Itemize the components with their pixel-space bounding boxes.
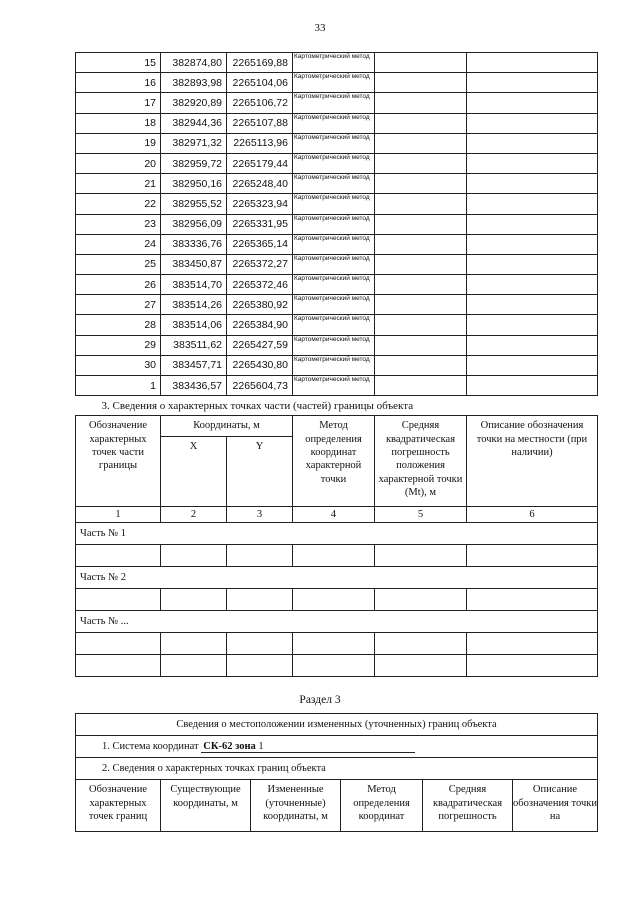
accuracy-cell — [375, 93, 467, 113]
accuracy-cell — [375, 174, 467, 194]
header2-method: Метод определения координат — [341, 780, 423, 832]
accuracy-cell — [375, 73, 467, 93]
coord-y: 2265427,59 — [227, 335, 293, 355]
coord-y: 2265107,88 — [227, 113, 293, 133]
description-cell — [467, 194, 598, 214]
table-row — [76, 194, 598, 214]
point-number: 21 — [76, 174, 161, 194]
accuracy-cell — [375, 113, 467, 133]
method-cell: Картометрический метод — [293, 295, 375, 315]
point-number: 24 — [76, 234, 161, 254]
accuracy-cell — [375, 53, 467, 73]
description-cell — [467, 254, 598, 274]
column-index-5: 5 — [375, 507, 467, 523]
coord-y: 2265179,44 — [227, 153, 293, 173]
changed-boundaries-table — [75, 713, 598, 832]
coord-x: 382920,89 — [161, 93, 227, 113]
description-cell — [467, 174, 598, 194]
table-row — [76, 335, 598, 355]
table-row — [76, 315, 598, 335]
coord-system-label: 1. Система координат — [102, 740, 199, 752]
header-description: Описание обозначения точки на местности (при наличии) — [467, 416, 598, 507]
table-row — [76, 113, 598, 133]
method-cell: Картометрический метод — [293, 275, 375, 295]
description-cell — [467, 335, 598, 355]
table-row — [76, 53, 598, 73]
coord-x: 383514,06 — [161, 315, 227, 335]
table-row — [76, 254, 598, 274]
coord-y: 2265113,96 — [227, 133, 293, 153]
method-cell: Картометрический метод — [293, 376, 375, 396]
coord-x: 382955,52 — [161, 194, 227, 214]
part-1-label: Часть № 1 — [76, 523, 598, 545]
method-cell: Картометрический метод — [293, 53, 375, 73]
header-y: Y — [227, 437, 293, 507]
coord-y: 2265365,14 — [227, 234, 293, 254]
point-number: 28 — [76, 315, 161, 335]
coord-x: 382893,98 — [161, 73, 227, 93]
coord-x: 382950,16 — [161, 174, 227, 194]
point-number: 1 — [76, 376, 161, 396]
method-cell: Картометрический метод — [293, 73, 375, 93]
page-number: 33 — [314, 22, 326, 34]
part-2-label: Часть № 2 — [76, 567, 598, 589]
point-number: 25 — [76, 254, 161, 274]
header-x: X — [161, 437, 227, 507]
description-cell — [467, 133, 598, 153]
method-cell: Картометрический метод — [293, 315, 375, 335]
method-cell: Картометрический метод — [293, 174, 375, 194]
table-row — [76, 295, 598, 315]
table-row — [76, 376, 598, 396]
coord-x: 383514,26 — [161, 295, 227, 315]
point-number: 19 — [76, 133, 161, 153]
coord-x: 382956,09 — [161, 214, 227, 234]
header2-designation: Обозначение характерных точек границ — [76, 780, 161, 832]
method-cell: Картометрический метод — [293, 214, 375, 234]
coord-x: 382971,32 — [161, 133, 227, 153]
method-cell: Картометрический метод — [293, 234, 375, 254]
description-cell — [467, 355, 598, 375]
coord-x: 383436,57 — [161, 376, 227, 396]
accuracy-cell — [375, 194, 467, 214]
point-number: 20 — [76, 153, 161, 173]
razdel-title: Раздел 3 — [299, 694, 341, 706]
method-cell: Картометрический метод — [293, 355, 375, 375]
header-coords: Координаты, м — [161, 416, 293, 437]
header2-changed: Измененные (уточненные) координаты, м — [251, 780, 341, 832]
table-row — [76, 234, 598, 254]
column-index-3: 3 — [227, 507, 293, 523]
accuracy-cell — [375, 295, 467, 315]
table-row — [76, 275, 598, 295]
coord-y: 2265169,88 — [227, 53, 293, 73]
table-row — [76, 174, 598, 194]
method-cell: Картометрический метод — [293, 153, 375, 173]
method-cell: Картометрический метод — [293, 254, 375, 274]
coord-y: 2265372,27 — [227, 254, 293, 274]
column-index-4: 4 — [293, 507, 375, 523]
accuracy-cell — [375, 254, 467, 274]
coord-y: 2265323,94 — [227, 194, 293, 214]
point-number: 17 — [76, 93, 161, 113]
table-row — [76, 93, 598, 113]
description-cell — [467, 93, 598, 113]
coord-x: 383336,76 — [161, 234, 227, 254]
description-cell — [467, 153, 598, 173]
coord-system-value: СК-62 зона — [203, 740, 256, 752]
description-cell — [467, 73, 598, 93]
point-number: 27 — [76, 295, 161, 315]
description-cell — [467, 315, 598, 335]
method-cell: Картометрический метод — [293, 335, 375, 355]
accuracy-cell — [375, 214, 467, 234]
header2-existing: Существующие координаты, м — [161, 780, 251, 832]
header2-description: Описание обозначения точки на — [513, 780, 598, 832]
table-row — [76, 153, 598, 173]
coord-y: 2265331,95 — [227, 214, 293, 234]
accuracy-cell — [375, 376, 467, 396]
accuracy-cell — [375, 315, 467, 335]
point-number: 16 — [76, 73, 161, 93]
column-index-1: 1 — [76, 507, 161, 523]
description-cell — [467, 113, 598, 133]
description-cell — [467, 275, 598, 295]
coord-system-zone: 1 — [258, 740, 264, 752]
coord-x: 383514,70 — [161, 275, 227, 295]
points-table — [75, 52, 598, 677]
point-number: 26 — [76, 275, 161, 295]
method-cell: Картометрический метод — [293, 133, 375, 153]
table-row — [76, 133, 598, 153]
method-cell: Картометрический метод — [293, 194, 375, 214]
description-cell — [467, 295, 598, 315]
changed-boundaries-title: Сведения о местоположении измененных (уточненных) границ объекта — [76, 714, 598, 736]
accuracy-cell — [375, 275, 467, 295]
point-number: 30 — [76, 355, 161, 375]
coord-x: 382959,72 — [161, 153, 227, 173]
table-row — [76, 355, 598, 375]
part-n-label: Часть № ... — [76, 611, 598, 633]
coord-x: 382944,36 — [161, 113, 227, 133]
coord-y: 2265430,80 — [227, 355, 293, 375]
coord-y: 2265604,73 — [227, 376, 293, 396]
method-cell: Картометрический метод — [293, 93, 375, 113]
description-cell — [467, 234, 598, 254]
coord-x: 383450,87 — [161, 254, 227, 274]
point-number: 18 — [76, 113, 161, 133]
method-cell: Картометрический метод — [293, 113, 375, 133]
point-number: 23 — [76, 214, 161, 234]
point-number: 15 — [76, 53, 161, 73]
header-accuracy: Средняя квадратическая погрешность положения характерной точки (Mt), м — [375, 416, 467, 507]
coord-y: 2265104,06 — [227, 73, 293, 93]
coord-y: 2265384,90 — [227, 315, 293, 335]
coord-y: 2265372,46 — [227, 275, 293, 295]
accuracy-cell — [375, 335, 467, 355]
header-method: Метод определения координат характерной точки — [293, 416, 375, 507]
header2-accuracy: Средняя квадратическая погрешность — [423, 780, 513, 832]
column-index-2: 2 — [161, 507, 227, 523]
coord-y: 2265106,72 — [227, 93, 293, 113]
coord-x: 383511,62 — [161, 335, 227, 355]
table-row — [76, 73, 598, 93]
header-designation: Обозначение характерных точек части границы — [76, 416, 161, 507]
coord-x: 382874,80 — [161, 53, 227, 73]
accuracy-cell — [375, 355, 467, 375]
section3-title: 3. Сведения о характерных точках части (частей) границы объекта — [76, 396, 598, 416]
description-cell — [467, 376, 598, 396]
table-row — [76, 214, 598, 234]
coord-x: 383457,71 — [161, 355, 227, 375]
description-cell — [467, 53, 598, 73]
accuracy-cell — [375, 133, 467, 153]
accuracy-cell — [375, 234, 467, 254]
point-number: 22 — [76, 194, 161, 214]
points-title: 2. Сведения о характерных точках границ объекта — [76, 758, 598, 780]
description-cell — [467, 214, 598, 234]
point-number: 29 — [76, 335, 161, 355]
column-index-6: 6 — [467, 507, 598, 523]
coord-y: 2265380,92 — [227, 295, 293, 315]
accuracy-cell — [375, 153, 467, 173]
coord-y: 2265248,40 — [227, 174, 293, 194]
